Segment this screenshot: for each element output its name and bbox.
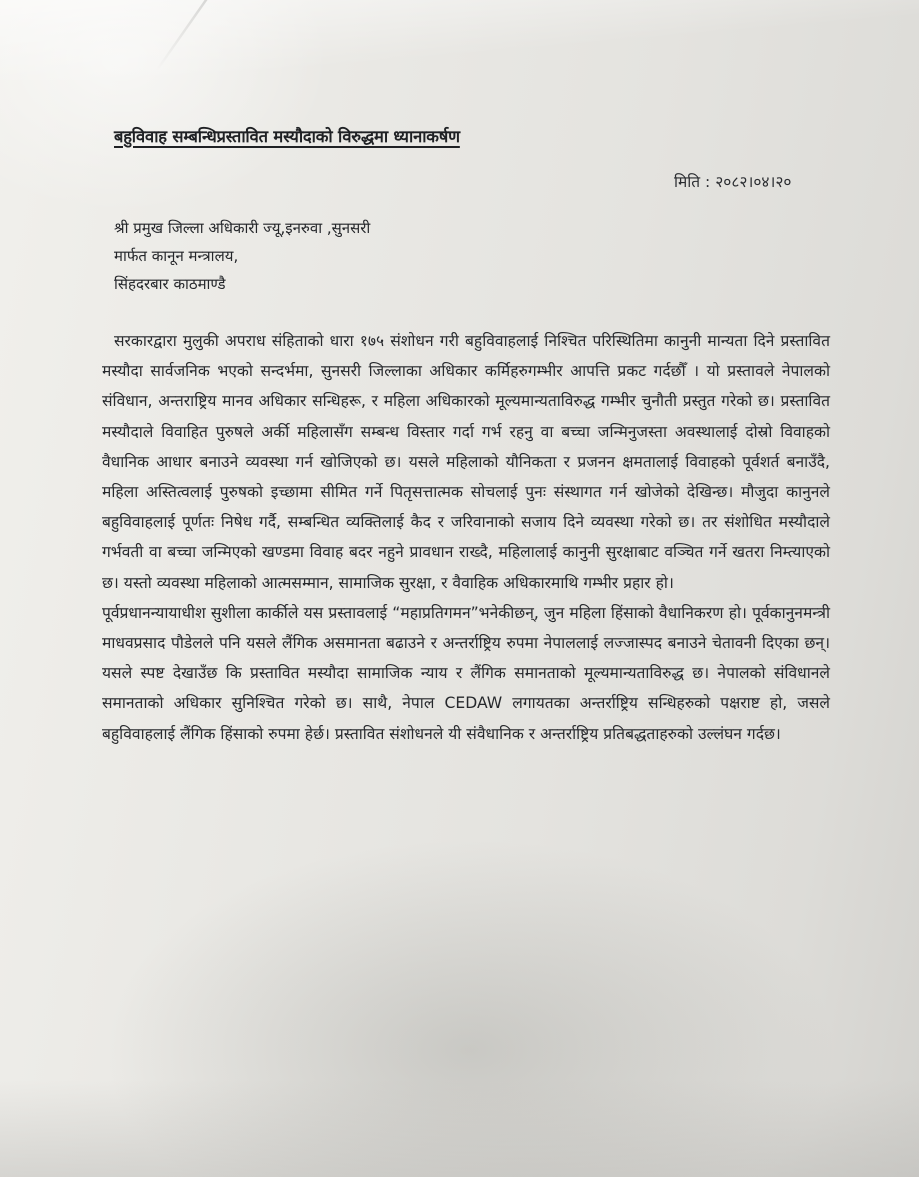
recipient-line-1: श्री प्रमुख जिल्ला अधिकारी ज्यू,इनरुवा ,सुनसरी [114, 219, 371, 237]
document-title: बहुविवाह सम्बन्धिप्रस्तावित मस्यौदाको विरुद्धमा ध्यानाकर्षण [114, 127, 460, 146]
paper-fold-highlight [0, 0, 919, 80]
recipient-address [114, 214, 370, 298]
body-paragraph-1: सरकारद्वारा मुलुकी अपराध संहिताको धारा १७५ संशोधन गरी बहुविवाहलाई निश्चित परिस्थितिमा कानुनी मान्यता दिने प्रस्तावित मस्यौदा सार्वजनिक भएको सन्दर्भमा, सुनसरी जिल्लाका अधिकार कर्मिहरुगम्भीर आपत्ति प्रकट गर्दछौँ । यो प्रस्तावले नेपालको संविधान, अन्तराष्ट्रिय मानव अधिकार सन्धिहरू, र महिला अधिकारको मूल्यमान्यताविरुद्ध गम्भीर चुनौती प्रस्तुत गरेको छ। प्रस्तावित मस्यौदाले विवाहित पुरुषले अर्की महिलासँग सम्बन्ध विस्तार गर्दा गर्भ रहनु वा बच्चा जन्मिनुजस्ता अवस्थालाई दोस्रो विवाहको वैधानिक आधार बनाउने व्यवस्था गर्न खोजिएको छ। यसले महिलाको यौनिकता र प्रजनन क्षमतालाई विवाहको पूर्वशर्त बनाउँदै, महिला अस्तित्वलाई पुरुषको इच्छामा सीमित गर्ने पितृसत्तात्मक सोचलाई पुनः संस्थागत गर्न खोजेको देखिन्छ। मौजुदा कानुनले बहुविवाहलाई पूर्णतः निषेध गर्दै, सम्बन्धित व्यक्तिलाई कैद र जरिवानाको सजाय दिने व्यवस्था गरेको छ। तर संशोधित मस्यौदाले गर्भवती वा बच्चा जन्मिएको खण्डमा विवाह बदर नहुने प्रावधान राख्दै, महिलालाई कानुनी सुरक्षाबाट वञ्चित गर्ने खतरा निम्त्याएको छ। यस्तो व्यवस्था महिलाको आत्मसम्मान, सामाजिक सुरक्षा, र वैवाहिक अधिकारमाथि गम्भीर प्रहार हो। [102, 332, 830, 592]
document-date: मिति : २०८२।०४।२० [674, 173, 792, 191]
recipient-line-2: मार्फत कानून मन्त्रालय, [114, 247, 239, 265]
paper-crease [155, 0, 207, 70]
recipient-line-3: सिंहदरबार काठमाण्डै [114, 275, 226, 293]
letter-body [102, 326, 830, 749]
paper-bottom-shadow [0, 1080, 919, 1177]
body-paragraph-2: पूर्वप्रधानन्यायाधीश सुशीला कार्कीले यस प्रस्तावलाई “महाप्रतिगमन”भनेकीछन्, जुन महिला हिंसाको वैधानिकरण हो। पूर्वकानुनमन्त्री माधवप्रसाद पौडेलले पनि यसले लैंगिक असमानता बढाउने र अन्तर्राष्ट्रिय रुपमा नेपाललाई लज्जास्पद बनाउने चेतावनी दिएका छन्। यसले स्पष्ट देखाउँछ कि प्रस्तावित मस्यौदा सामाजिक न्याय र लैंगिक समानताको मूल्यमान्यताविरुद्ध छ। नेपालको संविधानले समानताको अधिकार सुनिश्चित गरेको छ। साथै, नेपाल CEDAW लगायतका अन्तर्राष्ट्रिय सन्धिहरुको पक्षराष्ट हो, जसले बहुविवाहलाई लैंगिक हिंसाको रुपमा हेर्छ। प्रस्तावित संशोधनले यी संवैधानिक र अन्तर्राष्ट्रिय प्रतिबद्धताहरुको उल्लंघन गर्दछ। [102, 603, 830, 743]
